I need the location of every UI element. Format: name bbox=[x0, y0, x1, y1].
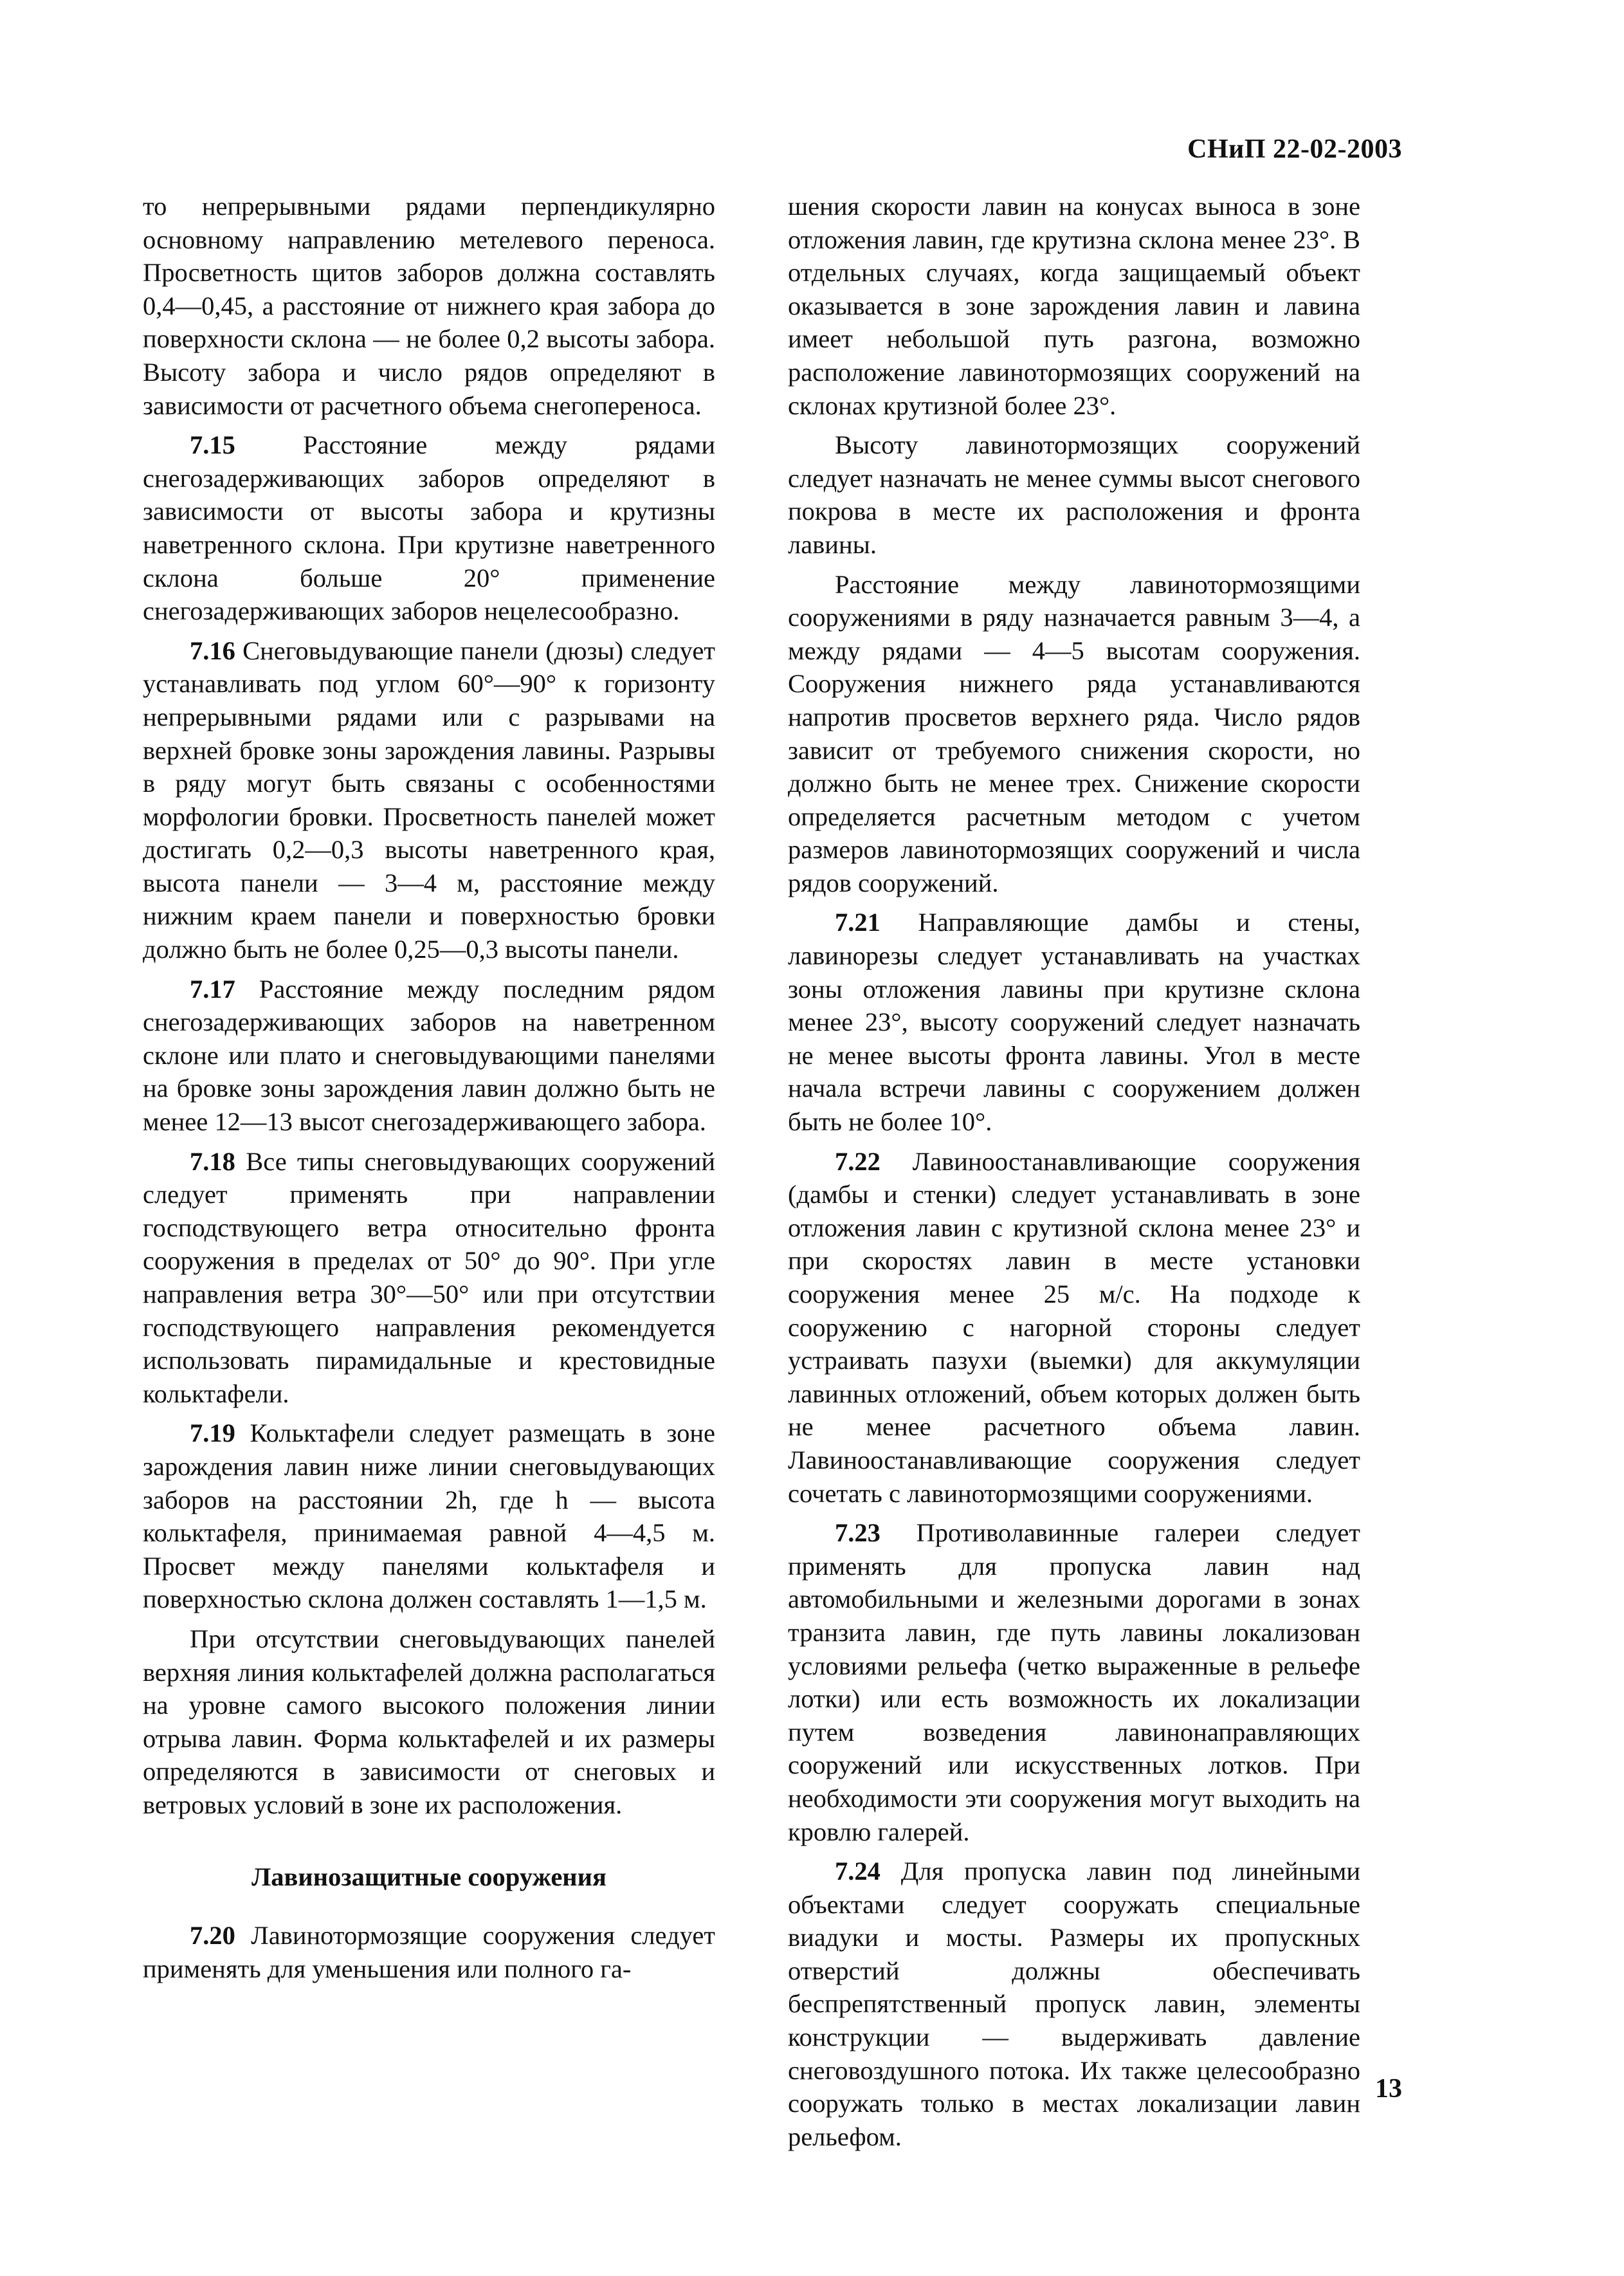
paragraph: При отсутствии снеговыдувающих панелей верхняя линия кольктафелей должна располагаться на уровне самого высокого положения линии отрыва лавин. Форма кольктафелей и их размеры определяются в зависимости от снеговых и ветровых условий в зоне их расположения. bbox=[143, 1624, 715, 1819]
left-column bbox=[143, 190, 715, 1992]
clause-text: Расстояние между рядами снегозадерживающих заборов определяют в зависимости от высоты забора и крутизны наветренного склона. При крутизне наветренного склона больше 20° применение снегозадерживающих заборов нецелесообразно. bbox=[143, 430, 715, 626]
paragraph: Расстояние между лавинотормозящими сооружениями в ряду назначается равным 3—4, а между рядами — 4—5 высотам сооружения. Сооружения нижнего ряда устанавливаются напротив просветов верхнего ряда. Число рядов зависит от требуемого снижения скорости, но должно быть не менее трех. Снижение скорости определяется расчетным методом с учетом размеров лавинотормозящих сооружений и числа рядов сооружений. bbox=[788, 569, 1360, 897]
clause-text: Расстояние между последним рядом снегозадерживающих заборов на наветренном склоне или плато и снеговыдувающими панелями на бровке зоны зарождения лавин должно быть не менее 12—13 высот снегозадерживающего забора. bbox=[143, 974, 715, 1137]
section-heading: Лавинозащитные сооружения bbox=[251, 1862, 607, 1891]
clause-number: 7.17 bbox=[190, 974, 235, 1004]
clause-number: 7.20 bbox=[190, 1921, 235, 1950]
clause-number: 7.15 bbox=[190, 430, 235, 460]
clause-text: Кольктафели следует размещать в зоне зарождения лавин ниже линии снеговыдувающих заборов на расстоянии 2h, где h — высота кольктафеля, принимаемая равной 4—4,5 м. Просвет между панелями кольктафеля и поверхностью склона должен составлять 1—1,5 м. bbox=[143, 1418, 715, 1614]
clause-number: 7.16 bbox=[190, 636, 235, 665]
clause-7-21 bbox=[788, 906, 1360, 1138]
clause-7-24 bbox=[788, 1855, 1360, 2153]
clause-text: Снеговыдувающие панели (дюзы) следует устанавливать под углом 60°—90° к горизонту непрерывными рядами или с разрывами на верхней бровке зоны зарождения лавины. Разрывы в ряду могут быть связаны с особенностями морфологии бровки. Просветность панелей может достигать 0,2—0,3 высоты наветренного края, высота панели — 3—4 м, расстояние между нижним краем панели и поверхностью бровки должно быть не более 0,25—0,3 высоты панели. bbox=[143, 636, 715, 964]
clause-text: Лавинотормозящие сооружения следует применять для уменьшения или полного га- bbox=[143, 1921, 715, 1983]
clause-number: 7.19 bbox=[190, 1418, 235, 1448]
paragraph-continuation: шения скорости лавин на конусах выноса в зоне отложения лавин, где крутизна склона менее 23°. В отдельных случаях, когда защищаемый объект оказывается в зоне зарождения лавин и лавина имеет небольшой путь разгона, возможно расположение лавинотормозящих сооружений на склонах крутизной более 23°. bbox=[788, 192, 1360, 420]
paragraph-continuation: то непрерывными рядами перпендикулярно основному направлению метелевого переноса. Просветность щитов заборов должна составлять 0,4—0,45, а расстояние от нижнего края забора до поверхности склона — не более 0,2 высоты забора. Высоту забора и число рядов определяют в зависимости от расчетного объема снегопереноса. bbox=[143, 192, 715, 420]
clause-7-19 bbox=[143, 1417, 715, 1616]
clause-number: 7.23 bbox=[835, 1518, 880, 1548]
clause-7-18 bbox=[143, 1145, 715, 1411]
clause-text: Для пропуска лавин под линейными объектами следует сооружать специальные виадуки и мосты. Размеры их пропускных отверстий должны обеспечивать беспрепятственный пропуск лавин, элементы конструкции — выдерживать давление снеговоздушного потока. Их также целесообразно сооружать только в местах локализации лавин рельефом. bbox=[788, 1857, 1360, 2151]
clause-text: Направляющие дамбы и стены, лавинорезы следует устанавливать на участках зоны отложения лавины при крутизне склона менее 23°, высоту сооружений следует назначать не менее высоты фронта лавины. Угол в месте начала встречи лавины с сооружением должен быть не более 10°. bbox=[788, 908, 1360, 1137]
clause-7-20 bbox=[143, 1919, 715, 1985]
clause-number: 7.24 bbox=[835, 1857, 880, 1886]
document-code-header: СНиП 22-02-2003 bbox=[1187, 134, 1402, 164]
page-number: 13 bbox=[1375, 2074, 1402, 2104]
right-column bbox=[788, 190, 1360, 2160]
clause-7-22 bbox=[788, 1145, 1360, 1510]
clause-text: Лавиноостанавливающие сооружения (дамбы и стенки) следует устанавливать в зоне отложения лавин с крутизной склона менее 23° и при скоростях лавин в месте установки сооружения менее 25 м/с. На подходе к сооружению с нагорной стороны следует устраивать пазухи (выемки) для аккумуляции лавинных отложений, объем которых должен быть не менее расчетного объема лавин. Лавиноостанавливающие сооружения следует сочетать с лавинотормозящими сооружениями. bbox=[788, 1146, 1360, 1508]
clause-number: 7.22 bbox=[835, 1146, 880, 1176]
clause-7-23 bbox=[788, 1516, 1360, 1848]
clause-7-17 bbox=[143, 973, 715, 1139]
clause-text: Противолавинные галереи следует применять для пропуска лавин над автомобильными и железными дорогами в зонах транзита лавин, где путь лавины локализован условиями рельефа (четко выраженные в рельефе лотки) или есть возможность их локализации путем возведения лавинонаправляющих сооружений или искусственных лотков. При необходимости эти сооружения могут выходить на кровлю галерей. bbox=[788, 1518, 1360, 1846]
clause-number: 7.21 bbox=[835, 908, 880, 937]
clause-7-16 bbox=[143, 634, 715, 966]
clause-number: 7.18 bbox=[190, 1146, 235, 1176]
paragraph: Высоту лавинотормозящих сооружений следует назначать не менее суммы высот снегового покрова в месте их расположения и фронта лавины. bbox=[788, 430, 1360, 559]
clause-text: Все типы снеговыдувающих сооружений следует применять при направлении господствующего ветра относительно фронта сооружения в пределах от 50° до 90°. При угле направления ветра 30°—50° или при отсутствии господствующего направления рекомендуется использовать пирамидальные и крестовидные кольктафели. bbox=[143, 1146, 715, 1408]
clause-7-15 bbox=[143, 428, 715, 628]
